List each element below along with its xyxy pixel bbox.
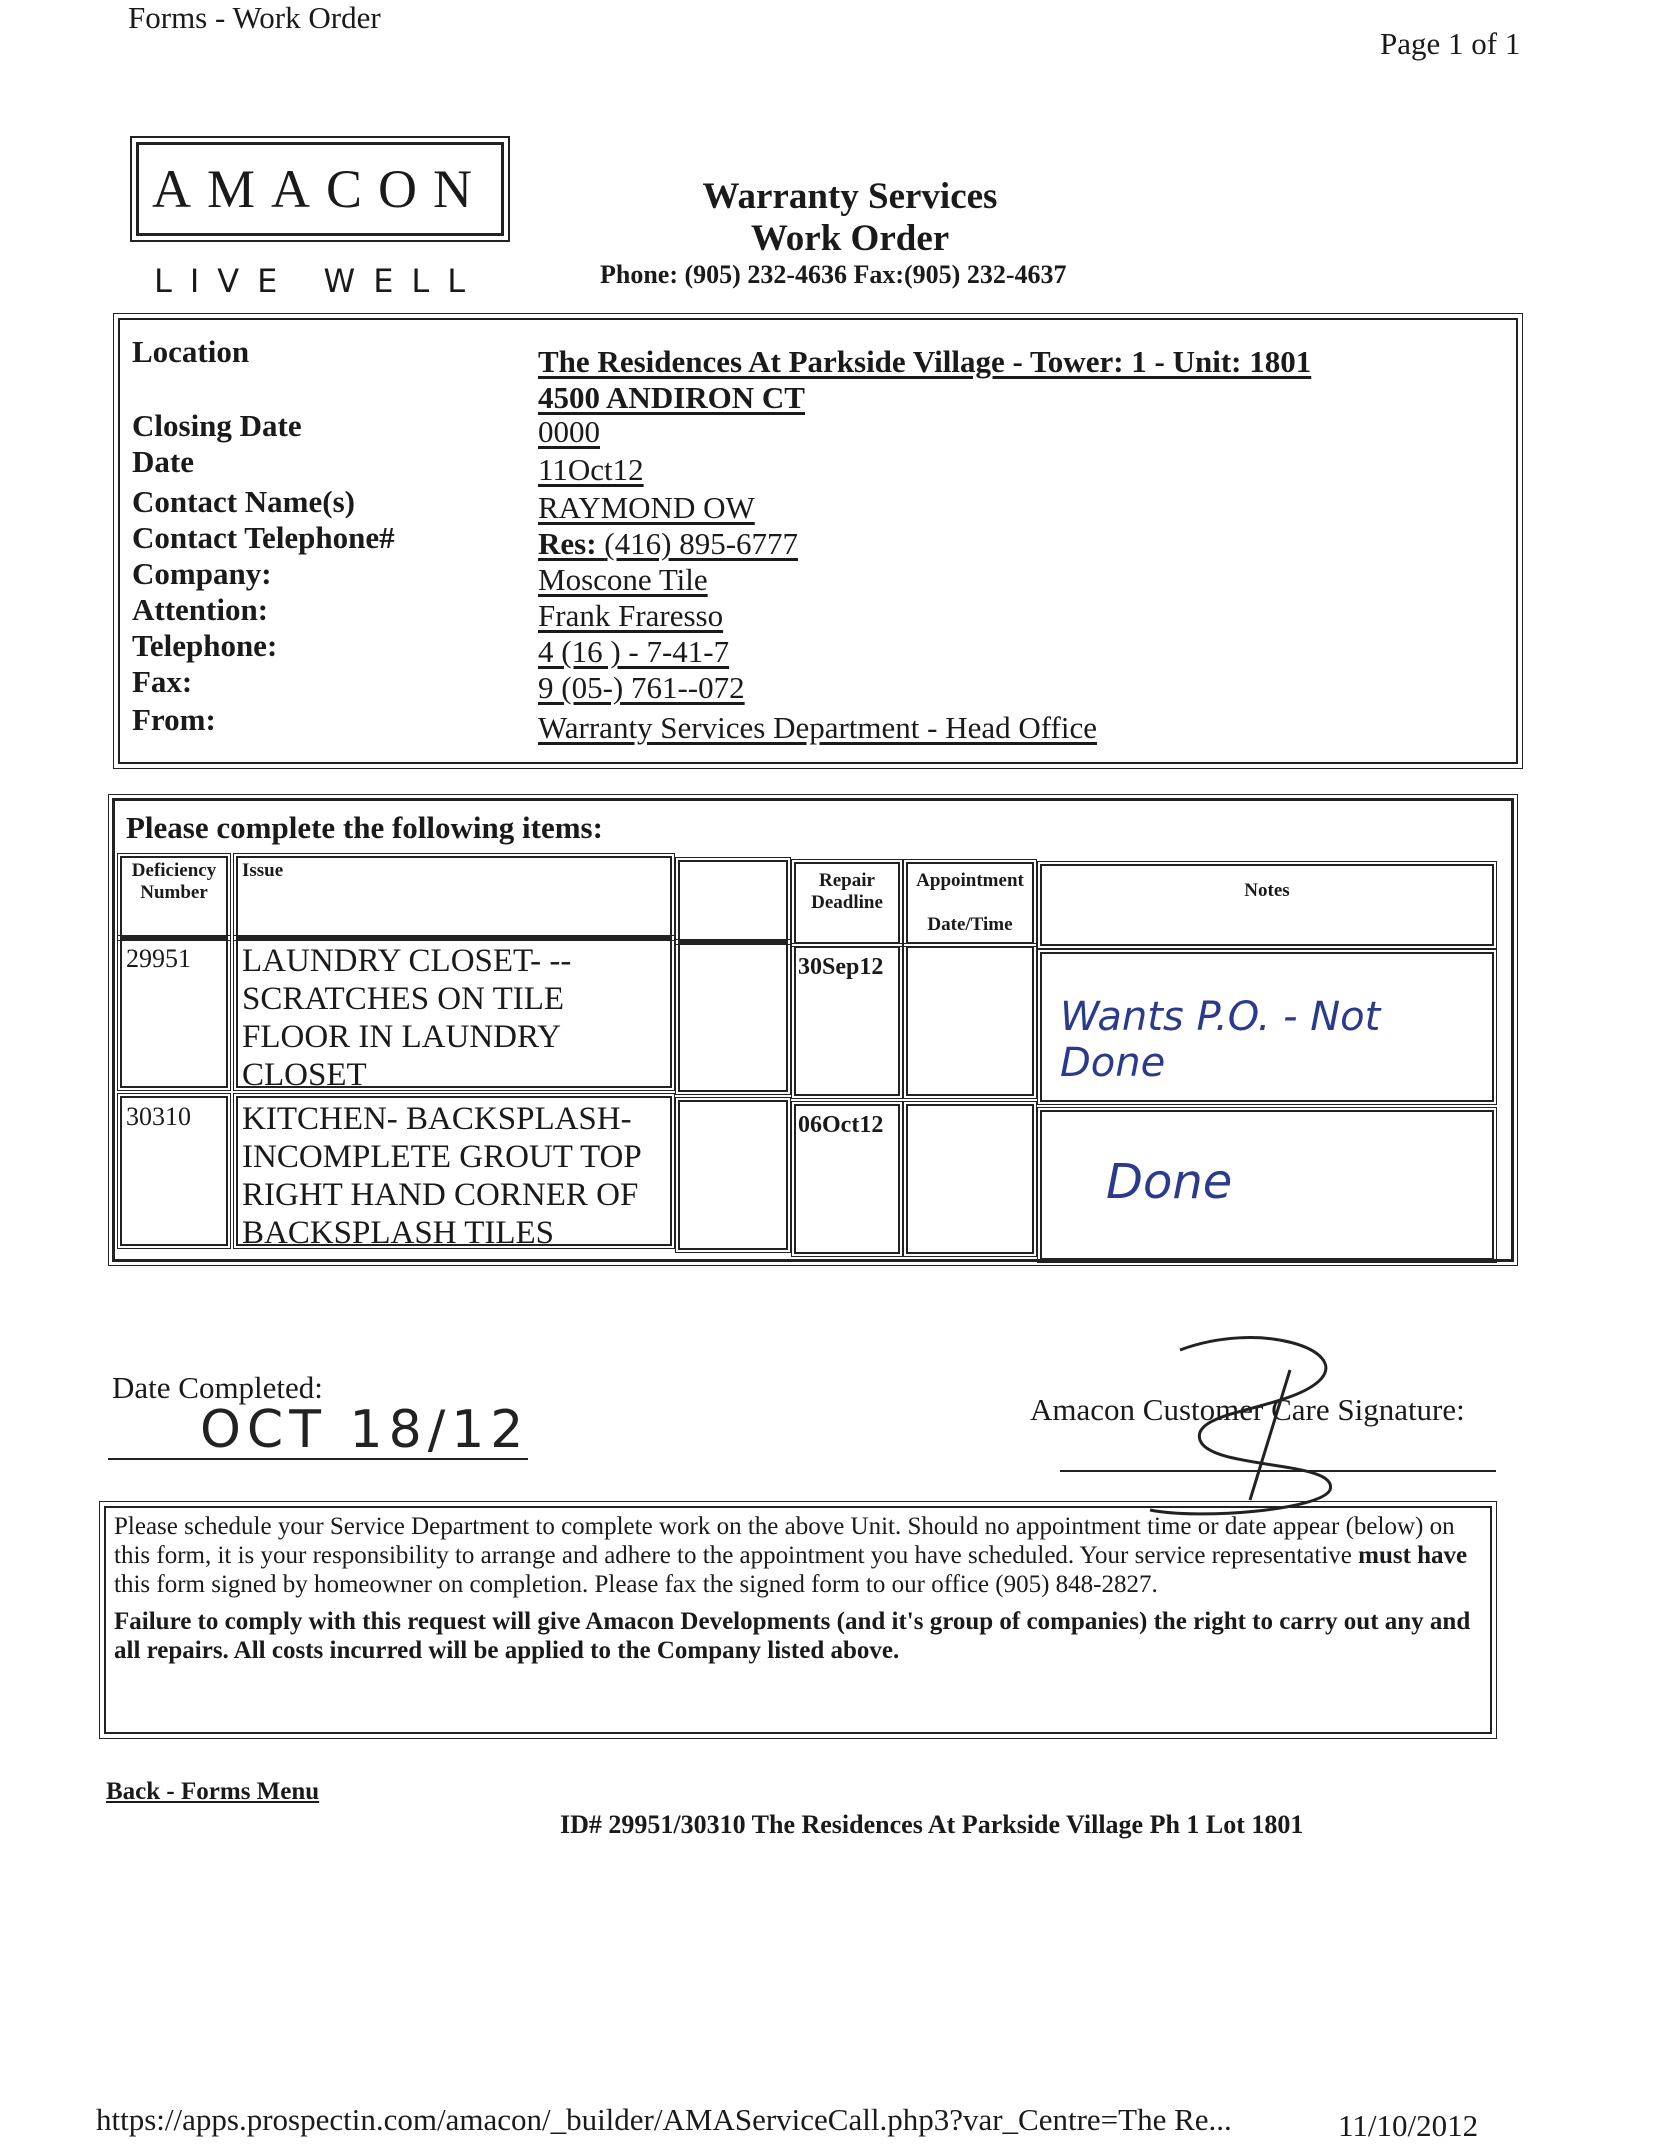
address-value: 4500 ANDIRON CT bbox=[538, 380, 805, 415]
attention-value: Frank Fraresso bbox=[538, 598, 724, 633]
row1-handwritten-note: Wants P.O. - Not Done bbox=[1060, 994, 1381, 1086]
contact-telephone-number: (416) 895-6777 bbox=[604, 526, 799, 561]
col-deficiency-number: Deficiency Number bbox=[120, 856, 228, 938]
fax-label: Fax: bbox=[132, 664, 193, 699]
attention-label: Attention: bbox=[132, 592, 269, 627]
col-repair-deadline: Repair Deadline bbox=[794, 862, 900, 944]
contact-telephone-label: Contact Telephone# bbox=[132, 520, 395, 555]
back-forms-menu-link[interactable]: Back - Forms Menu bbox=[106, 1778, 320, 1805]
date-completed-handwritten: OCT 18/12 bbox=[200, 1400, 530, 1460]
company-label: Company: bbox=[132, 556, 272, 591]
row2-deficiency-number: 30310 bbox=[120, 1096, 228, 1246]
row2-notes bbox=[1040, 1110, 1494, 1260]
telephone-value: 4 (16 ) - 7-41-7 bbox=[538, 634, 730, 669]
row2-appointment bbox=[906, 1104, 1034, 1254]
closing-date-label: Closing Date bbox=[132, 408, 302, 443]
fax-value: 9 (05-) 761--072 bbox=[538, 670, 745, 705]
row1-deficiency-number: 29951 bbox=[120, 938, 228, 1088]
col-appointment bbox=[906, 862, 1034, 944]
signature-label: Amacon Customer Care Signature: bbox=[1030, 1392, 1465, 1427]
row1-blank bbox=[678, 942, 788, 1092]
contact-name-value: RAYMOND OW bbox=[538, 490, 755, 525]
from-label: From: bbox=[132, 702, 216, 737]
from-value: Warranty Services Department - Head Office bbox=[538, 710, 1097, 745]
row2-blank bbox=[678, 1100, 788, 1250]
signature-scribble bbox=[1120, 1330, 1380, 1530]
document-title bbox=[600, 176, 1100, 260]
col-issue: Issue bbox=[236, 856, 672, 938]
footer-date: 11/10/2012 bbox=[1338, 2108, 1479, 2143]
col-datetime-label: Date/Time bbox=[927, 914, 1013, 935]
notice-box bbox=[104, 1506, 1492, 1734]
notice-p1-end: this form signed by homeowner on completion. Please fax the signed form to our office (905) 848-2827. bbox=[114, 1571, 1158, 1598]
date-value: 11Oct12 bbox=[538, 452, 644, 487]
row1-appointment bbox=[906, 946, 1034, 1096]
row1-notes bbox=[1040, 952, 1494, 1102]
amacon-logo: AMACON bbox=[136, 142, 504, 236]
contact-name-label: Contact Name(s) bbox=[132, 484, 355, 519]
row2-repair-deadline: 06Oct12 bbox=[794, 1104, 900, 1254]
row1-issue: LAUNDRY CLOSET- -- SCRATCHES ON TILE FLOOR IN LAUNDRY CLOSET bbox=[236, 938, 672, 1088]
date-completed-line bbox=[108, 1458, 528, 1460]
col-blank bbox=[678, 860, 788, 942]
contact-telephone-prefix: Res: bbox=[538, 526, 597, 561]
logo-tagline: LIVE WELL bbox=[154, 262, 484, 300]
id-line: ID# 29951/30310 The Residences At Parkside Village Ph 1 Lot 1801 bbox=[560, 1810, 1304, 1839]
items-heading: Please complete the following items: bbox=[126, 810, 603, 845]
date-completed-label: Date Completed: bbox=[112, 1370, 323, 1405]
location-label: Location bbox=[132, 334, 250, 369]
title-line-1: Warranty Services bbox=[702, 176, 998, 217]
col-notes: Notes bbox=[1040, 864, 1494, 946]
closing-date-value: 0000 bbox=[538, 414, 600, 449]
form-title: Forms - Work Order bbox=[128, 0, 381, 35]
location-value: The Residences At Parkside Village - Tower: 1 - Unit: 1801 bbox=[538, 344, 1312, 379]
phone-fax-line: Phone: (905) 232-4636 Fax:(905) 232-4637 bbox=[600, 260, 1067, 289]
notice-paragraph-2: Failure to comply with this request will give Amacon Developments (and it's group of companies) the right to carry out any and all repairs. All costs incurred will be applied to the Company listed above. bbox=[114, 1608, 1471, 1664]
row2-issue: KITCHEN- BACKSPLASH- INCOMPLETE GROUT TOP RIGHT HAND CORNER OF BACKSPLASH TILES bbox=[236, 1096, 672, 1246]
date-label: Date bbox=[132, 444, 194, 479]
row2-handwritten-note: Done bbox=[1106, 1154, 1233, 1210]
footer-url: https://apps.prospectin.com/amacon/_builder/AMAServiceCall.php3?var_Centre=The Re... bbox=[96, 2102, 1232, 2137]
page-indicator: Page 1 of 1 bbox=[1380, 26, 1521, 61]
col-appointment-label: Appointment bbox=[916, 870, 1024, 891]
row1-repair-deadline: 30Sep12 bbox=[794, 946, 900, 1096]
contact-telephone-value bbox=[538, 526, 798, 562]
notice-paragraph-1 bbox=[114, 1512, 1482, 1599]
telephone-label: Telephone: bbox=[132, 628, 278, 663]
notice-p1-start: Please schedule your Service Department to complete work on the above Unit. Should no appointment time or date appear (below) on this form, it is your responsibility to arrange and adhere to the appointment you have scheduled. Your service representative bbox=[114, 1513, 1455, 1569]
company-value: Moscone Tile bbox=[538, 562, 708, 597]
notice-p1-bold: must have bbox=[1358, 1542, 1468, 1569]
title-line-2: Work Order bbox=[750, 218, 950, 259]
